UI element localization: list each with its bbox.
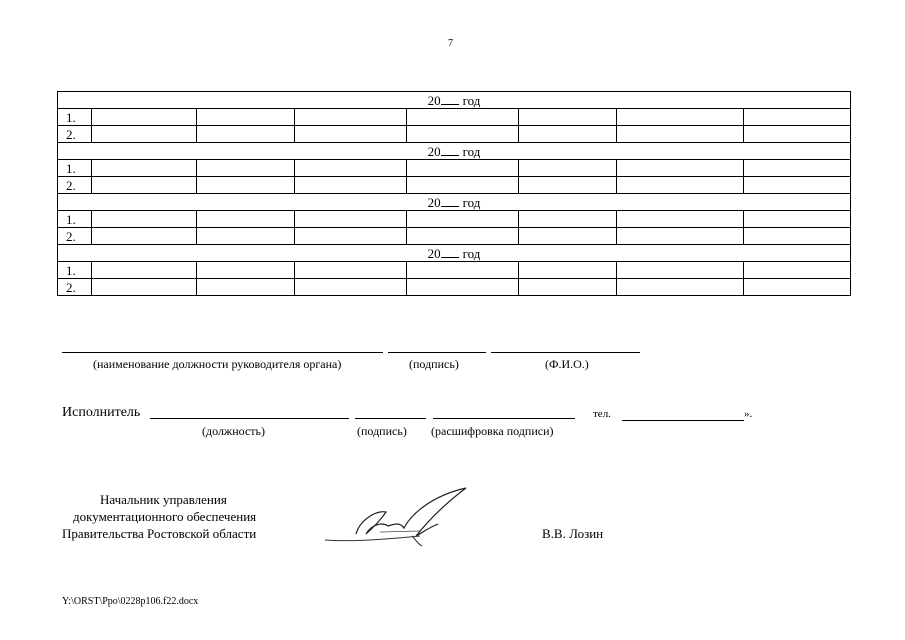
fio-caption: (Ф.И.О.) — [545, 357, 589, 371]
position-caption: (наименование должности руководителя органа) — [93, 357, 342, 371]
executor-position-caption: (должность) — [202, 424, 265, 438]
table-cell — [197, 279, 295, 296]
signatory-name: В.В. Лозин — [542, 526, 604, 541]
footer-file-path: Y:\ORST\Ppo\0228p106.f22.docx — [62, 596, 199, 607]
table-cell — [407, 160, 519, 177]
signatory-title-line2: документационного обеспечения — [73, 509, 257, 524]
year-table — [57, 91, 851, 296]
table-cell — [295, 126, 407, 143]
table-cell — [407, 228, 519, 245]
table-cell — [407, 126, 519, 143]
executor-signature-caption: (подпись) — [357, 424, 407, 438]
signatory-title-line1: Начальник управления — [100, 492, 227, 507]
row-number-cell: 1. — [58, 109, 92, 126]
table-cell — [92, 279, 197, 296]
signature-caption: (подпись) — [409, 357, 459, 371]
year-label: год — [462, 92, 481, 108]
table-body — [58, 92, 851, 296]
year-prefix: 20 — [427, 194, 441, 210]
table-cell — [197, 177, 295, 194]
table-cell — [519, 126, 617, 143]
year-header-cell — [58, 245, 851, 262]
year-header-cell — [58, 92, 851, 109]
signatory-title-line3: Правительства Ростовской области — [62, 526, 257, 541]
table-cell — [92, 177, 197, 194]
table-row — [58, 177, 851, 194]
page-number: 7 — [448, 38, 453, 49]
year-blank-line — [441, 195, 459, 207]
table-cell — [617, 211, 744, 228]
executor-label: Исполнитель — [62, 405, 141, 420]
table-cell — [295, 262, 407, 279]
table-cell — [617, 262, 744, 279]
table-row — [58, 126, 851, 143]
table-cell — [407, 262, 519, 279]
table-cell — [197, 126, 295, 143]
table-cell — [617, 160, 744, 177]
row-number-cell: 2. — [58, 177, 92, 194]
table-cell — [617, 279, 744, 296]
table-cell — [744, 160, 851, 177]
signature-line — [388, 352, 486, 353]
year-header-cell — [58, 194, 851, 211]
year-label: год — [462, 245, 481, 261]
table-cell — [407, 177, 519, 194]
table-cell — [92, 109, 197, 126]
row-number-cell: 2. — [58, 126, 92, 143]
executor-decoding-caption: (расшифровка подписи) — [431, 424, 554, 438]
table-cell — [744, 279, 851, 296]
year-blank-line — [441, 246, 459, 258]
year-prefix: 20 — [427, 92, 441, 108]
table-cell — [295, 160, 407, 177]
year-header-row — [58, 194, 851, 211]
table-cell — [92, 126, 197, 143]
table-cell — [519, 109, 617, 126]
table-cell — [744, 177, 851, 194]
table-cell — [519, 279, 617, 296]
table-cell — [617, 228, 744, 245]
table-cell — [197, 109, 295, 126]
year-header-row — [58, 143, 851, 160]
year-header-row — [58, 245, 851, 262]
table-cell — [744, 211, 851, 228]
year-header-row — [58, 92, 851, 109]
executor-signature-line — [355, 418, 426, 419]
table-cell — [295, 279, 407, 296]
table-cell — [295, 211, 407, 228]
table-cell — [617, 177, 744, 194]
year-blank-line — [441, 144, 459, 156]
row-number-cell: 1. — [58, 211, 92, 228]
year-prefix: 20 — [427, 143, 441, 159]
table-cell — [92, 262, 197, 279]
table-cell — [295, 177, 407, 194]
table-cell — [407, 109, 519, 126]
table-row — [58, 262, 851, 279]
table-row — [58, 279, 851, 296]
table-cell — [744, 262, 851, 279]
closing-quote: ». — [744, 408, 753, 420]
table-cell — [92, 160, 197, 177]
table-cell — [407, 211, 519, 228]
table-cell — [744, 126, 851, 143]
table-cell — [92, 211, 197, 228]
handwritten-signature — [320, 484, 480, 550]
table-cell — [197, 211, 295, 228]
table-row — [58, 211, 851, 228]
table-cell — [197, 160, 295, 177]
row-number-cell: 2. — [58, 279, 92, 296]
executor-decoding-line — [433, 418, 575, 419]
year-blank-line — [441, 93, 459, 105]
position-line — [62, 352, 383, 353]
table-cell — [617, 109, 744, 126]
phone-line — [622, 420, 744, 421]
table-cell — [92, 228, 197, 245]
table-row — [58, 228, 851, 245]
phone-label: тел. — [593, 408, 611, 420]
row-number-cell: 1. — [58, 262, 92, 279]
year-header-cell — [58, 143, 851, 160]
table-row — [58, 160, 851, 177]
table-cell — [519, 160, 617, 177]
table-cell — [744, 228, 851, 245]
table-cell — [744, 109, 851, 126]
year-label: год — [462, 143, 481, 159]
table-cell — [519, 262, 617, 279]
table-cell — [295, 109, 407, 126]
table-cell — [407, 279, 519, 296]
table-cell — [197, 228, 295, 245]
table-cell — [617, 126, 744, 143]
table-cell — [519, 228, 617, 245]
executor-position-line — [150, 418, 349, 419]
year-label: год — [462, 194, 481, 210]
row-number-cell: 2. — [58, 228, 92, 245]
table-cell — [197, 262, 295, 279]
row-number-cell: 1. — [58, 160, 92, 177]
fio-line — [491, 352, 640, 353]
table-cell — [519, 177, 617, 194]
table-cell — [295, 228, 407, 245]
year-prefix: 20 — [427, 245, 441, 261]
table-row — [58, 109, 851, 126]
table-cell — [519, 211, 617, 228]
